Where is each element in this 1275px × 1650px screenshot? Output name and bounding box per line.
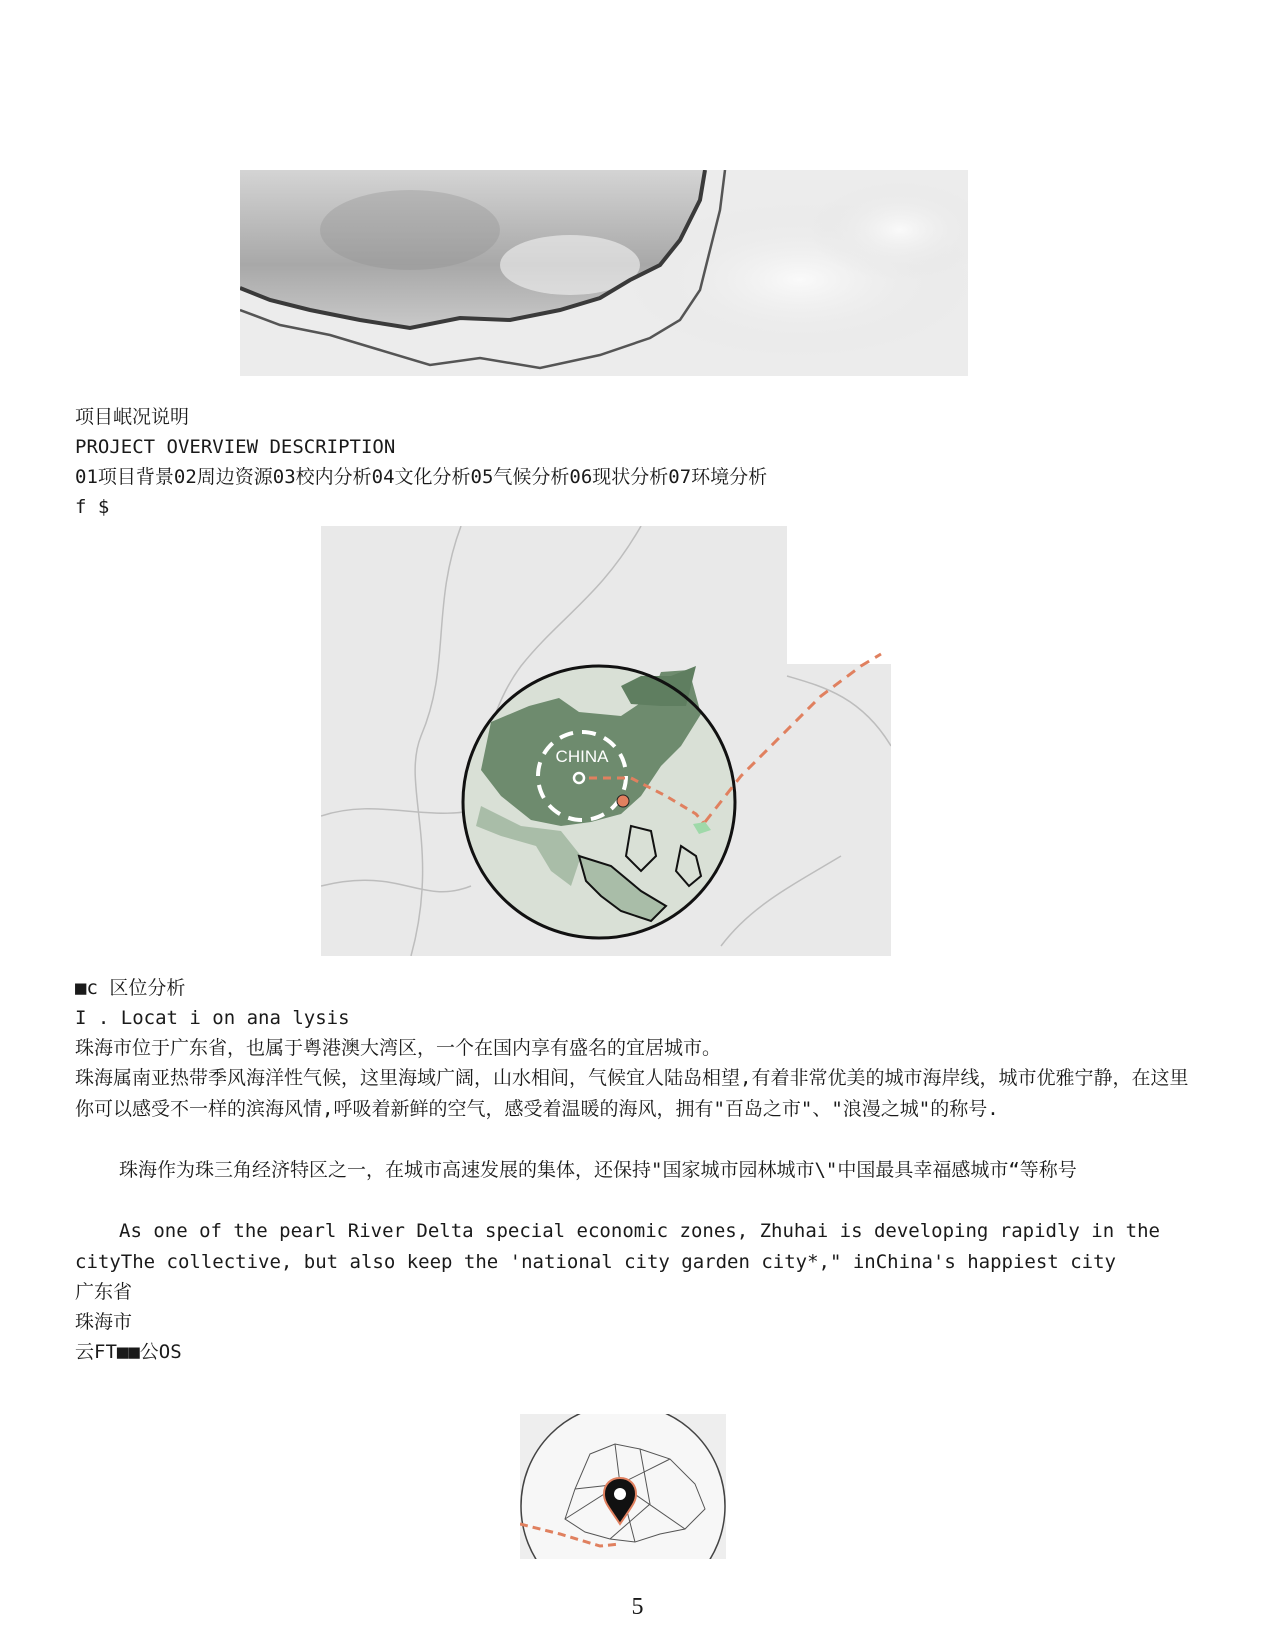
province-label: 广东省	[75, 1281, 133, 1303]
zhuhai-dot	[617, 795, 629, 807]
location-para-2: 珠海属南亚热带季风海洋性气候，这里海域广阔，山水相间，气候宜人陆岛相望,有着非常优美的城市海岸线，城市优雅宁静，在这里你可以感受不一样的滨海风情,呼吸着新鲜的空气，感受着温暖的海风，拥有"百岛之市"、"浪漫之城"的称号.	[75, 1067, 1189, 1120]
globe	[463, 666, 735, 938]
overview-title-en: PROJECT OVERVIEW DESCRIPTION	[75, 436, 396, 458]
overview-symbols: f $	[75, 496, 110, 518]
location-para-4: As one of the pearl River Delta special economic zones, Zhuhai is developing rapidly in the cityThe collective, but also keep the 'national city garden city*," inChina's happiest city	[75, 1220, 1160, 1273]
location-para-3: 珠海作为珠三角经济特区之一，在城市高速发展的集体，还保持"国家城市园林城市\"中国最具幸福感城市“等称号	[119, 1159, 1077, 1181]
guangdong-inset-map	[520, 1414, 726, 1559]
location-para-1: 珠海市位于广东省，也属于粤港澳大湾区，一个在国内享有盛名的宜居城市。	[75, 1037, 722, 1059]
city-label: 珠海市	[75, 1311, 133, 1333]
location-heading-en: I . Locat i on ana lysis	[75, 1007, 350, 1029]
page-number: 5	[631, 1594, 644, 1620]
china-label: CHINA	[555, 747, 609, 766]
legend-label: 云FT■■公OS	[75, 1341, 182, 1363]
globe-location-map	[321, 526, 891, 956]
terrain-banner-image	[240, 170, 968, 376]
location-heading: ■c 区位分析	[75, 977, 186, 999]
overview-title-cn: 项目岷况说明	[75, 406, 190, 428]
overview-sections: 01项目背景02周边资源03校内分析04文化分析05气候分析06现状分析07环境分析	[75, 466, 768, 488]
